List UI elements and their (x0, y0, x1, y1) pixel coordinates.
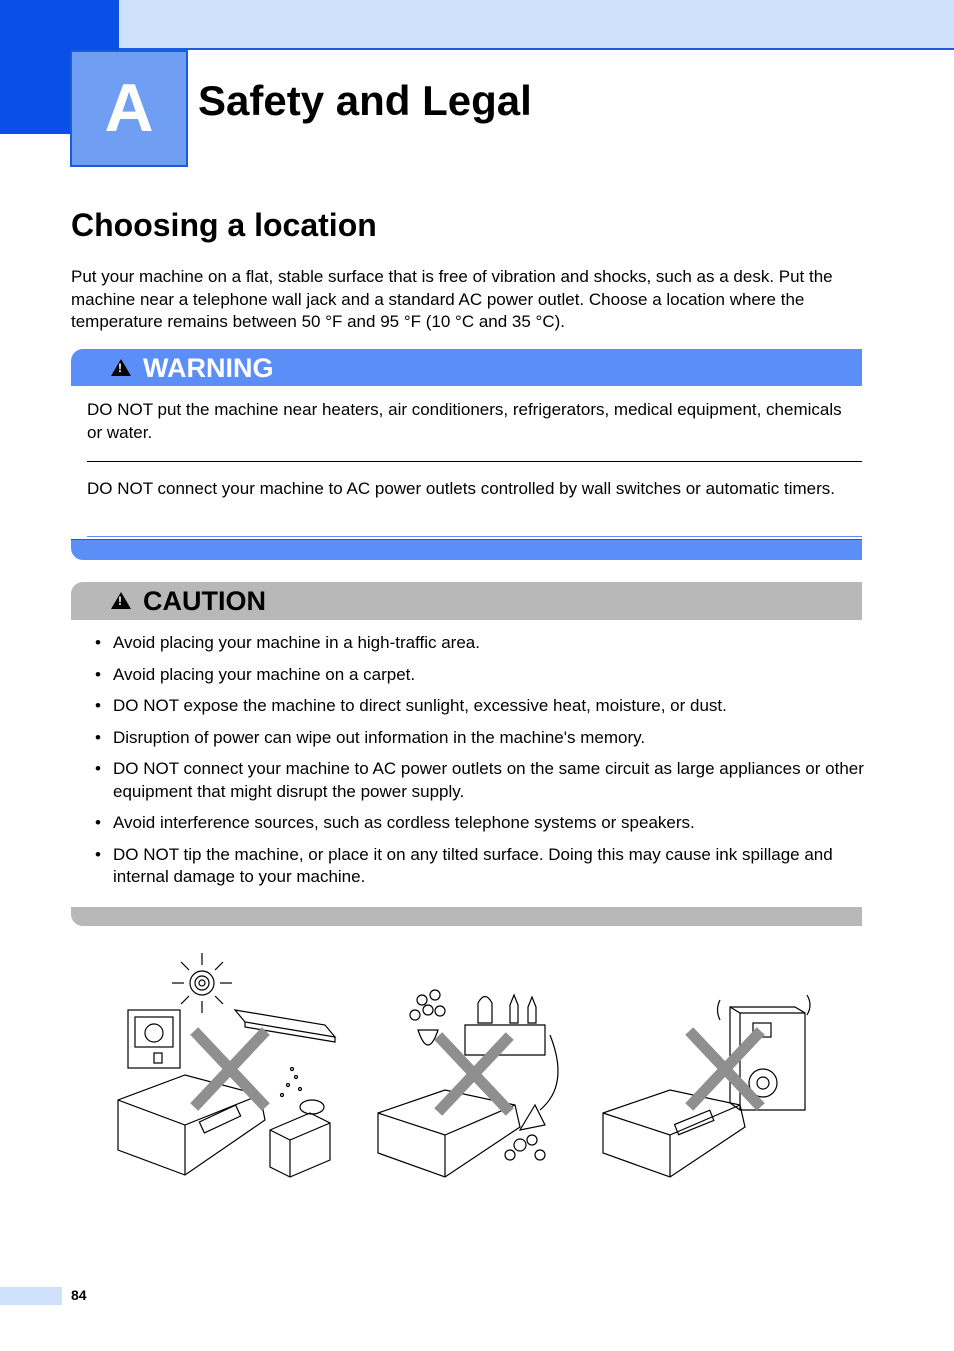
caution-footer (71, 907, 862, 926)
caution-item: • DO NOT connect your machine to AC power outlets on the same circuit as large appliances or other equipment that might disrupt the power supply. (95, 758, 865, 803)
page-number-tab (0, 1287, 62, 1305)
caution-item: • Avoid placing your machine on a carpet. (95, 664, 865, 687)
intro-paragraph: Put your machine on a flat, stable surface that is free of vibration and shocks, such as a desk. Put the machine near a telephone wall jack and a standard AC power outlet. Choose a location where the temperature remains between 50 °F and 95 °F (10 °C and 35 °C). (71, 267, 833, 331)
chapter-title: Safety and Legal (198, 77, 532, 124)
warning-triangle-icon (111, 359, 131, 376)
warning-item: DO NOT connect your machine to AC power outlets controlled by wall switches or automatic timers. (87, 479, 835, 498)
caution-item: • DO NOT expose the machine to direct sunlight, excessive heat, moisture, or dust. (95, 695, 865, 718)
warning-item: DO NOT put the machine near heaters, air conditioners, refrigerators, medical equipment, chemicals or water. (87, 400, 842, 442)
caution-triangle-icon (111, 592, 131, 609)
warning-divider (87, 461, 862, 462)
caution-item: • Disruption of power can wipe out information in the machine's memory. (95, 727, 865, 750)
caution-item: • DO NOT tip the machine, or place it on any tilted surface. Doing this may cause ink spillage and internal damage to your machine. (95, 844, 865, 889)
chapter-letter-box: A (70, 50, 188, 167)
section-title: Choosing a location (71, 207, 377, 243)
caution-label: CAUTION (143, 586, 266, 616)
prohibited-x-icon (693, 1035, 757, 1103)
prohibited-x-icon (198, 1035, 262, 1103)
page-number: 84 (71, 1287, 87, 1303)
caution-item: • Avoid interference sources, such as cordless telephone systems or speakers. (95, 812, 865, 835)
illustration-heat-sources (110, 945, 350, 1185)
illustration-water-chemicals (370, 945, 585, 1185)
illustration-interference (595, 945, 820, 1185)
warning-footer (71, 539, 862, 560)
warning-divider (87, 536, 862, 537)
caution-item: • Avoid placing your machine in a high-traffic area. (95, 632, 865, 655)
warning-header (71, 349, 862, 386)
header-band (0, 0, 954, 50)
warning-label: WARNING (143, 353, 274, 383)
caution-list (95, 632, 865, 898)
caution-header (71, 582, 862, 620)
prohibited-x-icon (442, 1040, 506, 1108)
